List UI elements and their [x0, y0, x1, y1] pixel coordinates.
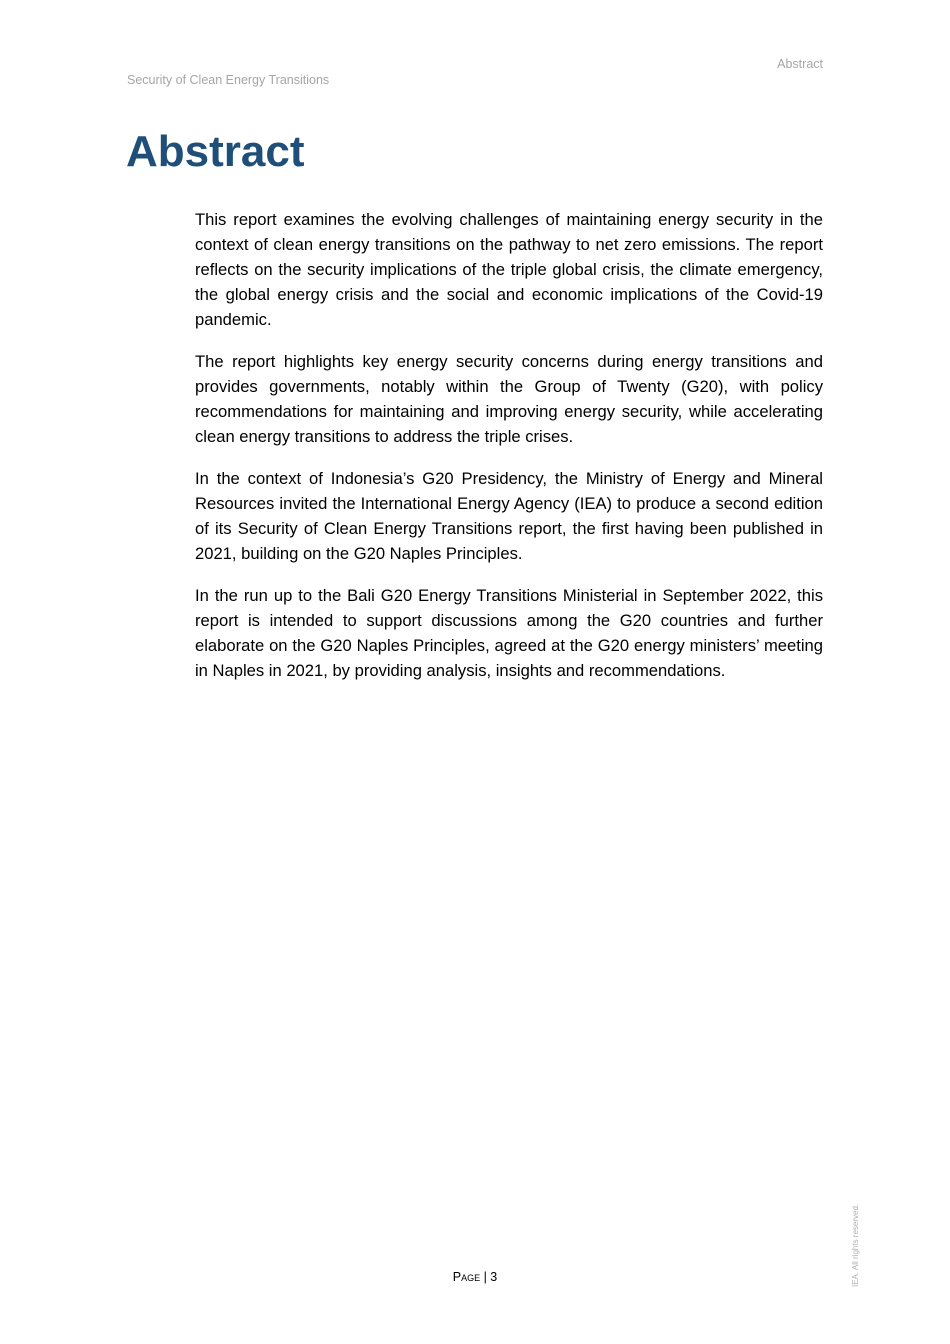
page-label: Page	[452, 1270, 481, 1284]
page-title: Abstract	[126, 127, 305, 176]
abstract-paragraph-2: The report highlights key energy security concerns during energy transitions and provides governments, notably within the Group of Twenty (G20), with policy recommendations for maintaining and improving energy security, while accelerating clean energy transitions to address the triple crises.	[195, 352, 823, 446]
running-header-document-title: Security of Clean Energy Transitions	[127, 73, 330, 87]
rights-notice: IEA. All rights reserved.	[851, 1203, 860, 1287]
page-footer	[0, 1270, 950, 1284]
abstract-paragraph-4: In the run up to the Bali G20 Energy Transitions Ministerial in September 2022, this report is intended to support discussions among the G20 countries and further elaborate on the G20 Naples Principles, agreed at the G20 energy ministers’ meeting in Naples in 2021, by providing analysis, insights and recommendations.	[195, 586, 823, 680]
abstract-body	[195, 207, 823, 700]
page-number: 3	[490, 1270, 498, 1284]
abstract-paragraph-3: In the context of Indonesia’s G20 Presidency, the Ministry of Energy and Mineral Resources invited the International Energy Agency (IEA) to produce a second edition of its Security of Clean Energy Transitions report, the first having been published in 2021, building on the G20 Naples Principles.	[195, 469, 823, 563]
running-header-section: Abstract	[777, 57, 823, 71]
abstract-paragraph-1: This report examines the evolving challenges of maintaining energy security in the context of clean energy transitions on the pathway to net zero emissions. The report reflects on the security implications of the triple global crisis, the climate emergency, the global energy crisis and the social and economic implications of the Covid-19 pandemic.	[195, 210, 823, 329]
page-separator: |	[480, 1270, 491, 1284]
